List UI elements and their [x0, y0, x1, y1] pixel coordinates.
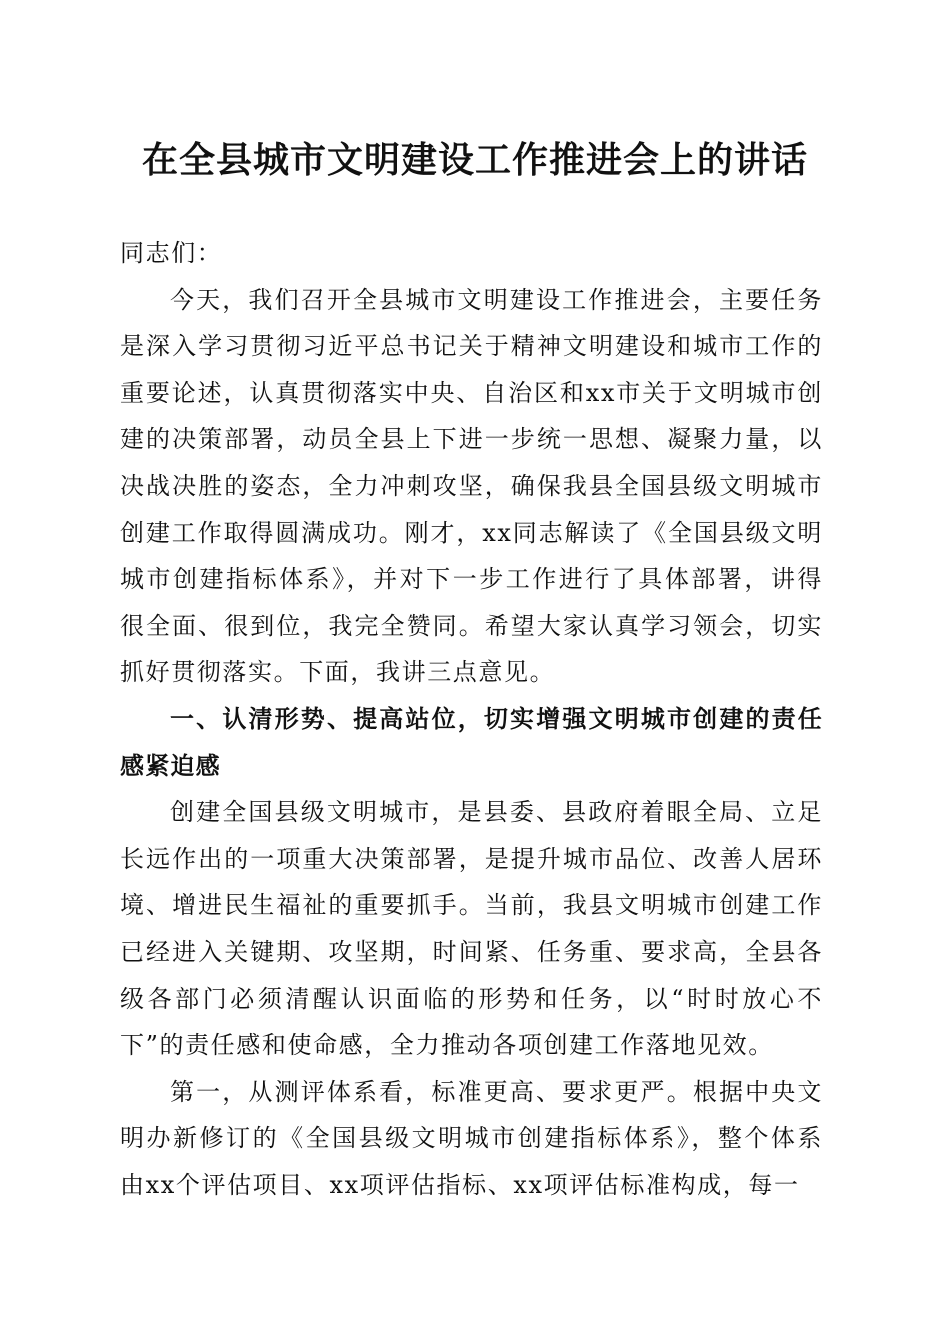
document-body	[120, 230, 823, 1208]
paragraph-section1: 创建全国县级文明城市，是县委、县政府着眼全局、立足长远作出的一项重大决策部署，是提升城市品位、改善人居环境、增进民生福祉的重要抓手。当前，我县文明城市创建工作已经进入关键期、攻坚期，时间紧、任务重、要求高，全县各级各部门必须清醒认识面临的形势和任务，以“时时放心不下”的责任感和使命感，全力推动各项创建工作落地见效。	[120, 798, 823, 1060]
section-heading-1: 一、认清形势、提高站位，切实增强文明城市创建的责任感紧迫感	[120, 704, 823, 780]
document-title: 在全县城市文明建设工作推进会上的讲话	[141, 139, 808, 181]
paragraph-intro: 今天，我们召开全县城市文明建设工作推进会，主要任务是深入学习贯彻习近平总书记关于精神文明建设和城市工作的重要论述，认真贯彻落实中央、自治区和xx市关于文明城市创建的决策部署，动员全县上下进一步统一思想、凝聚力量，以决战决胜的姿态，全力冲刺攻坚，确保我县全国县级文明城市创建工作取得圆满成功。刚才，xx同志解读了《全国县级文明城市创建指标体系》，并对下一步工作进行了具体部署，讲得很全面、很到位，我完全赞同。希望大家认真学习领会，切实抓好贯彻落实。下面，我讲三点意见。	[120, 285, 823, 687]
paragraph-point1: 第一，从测评体系看，标准更高、要求更严。根据中央文明办新修订的《全国县级文明城市创建指标体系》，整个体系由xx个评估项目、xx项评估指标、xx项评估标准构成，每一	[120, 1077, 823, 1199]
salutation: 同志们：	[120, 239, 223, 267]
